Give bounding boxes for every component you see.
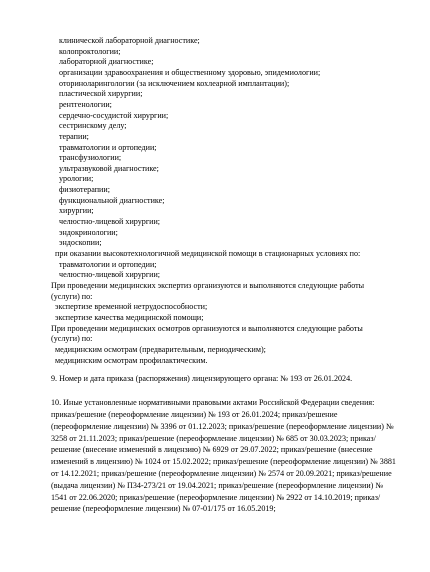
list-item: сердечно-сосудистой хирургии; [59, 110, 169, 120]
list-item: экспертизе временной нетрудоспособности; [55, 302, 208, 312]
list-item: оториноларингологии (за исключением кохлеарной имплантации); [59, 78, 290, 88]
list-item: экспертизе качества медицинской помощи; [55, 312, 204, 322]
list-item: трансфузиологии; [59, 153, 122, 163]
list-item: при оказании высокотехнологичной медицинской помощи в стационарных условиях по: [55, 249, 361, 258]
list-item: колопроктологии; [59, 46, 121, 56]
list-item: медицинским осмотрам (предварительным, периодическим); [55, 344, 266, 354]
list-item: рентгенологии; [59, 99, 112, 109]
list-item: При проведении медицинских экспертиз организуются и выполняются следующие работы [51, 280, 365, 290]
list-item: ультразвуковой диагностике; [59, 163, 159, 173]
list-item: организации здравоохранения и общественному здоровью, эпидемиологии; [59, 67, 321, 77]
list-item: физиотерапии; [59, 185, 110, 195]
list-item: эндоскопии; [59, 238, 102, 248]
list-item: хирургии; [59, 206, 94, 216]
list-item: (услуги) по: [51, 334, 93, 344]
list-item: травматологии и ортопедии; [59, 259, 157, 269]
list-item: функциональной диагностике; [59, 195, 165, 205]
list-item: клинической лабораторной диагностике; [59, 36, 200, 45]
list-item: урологии; [59, 174, 94, 184]
section-9-order-number: 9. Номер и дата приказа (распоряжения) лицензирующего органа: № 193 от 26.01.2024. [51, 374, 353, 383]
list-item: лабораторной диагностике; [59, 57, 154, 67]
list-item: челюстно-лицевой хирургии; [59, 270, 161, 280]
list-item: травматологии и ортопедии; [59, 142, 157, 152]
list-item: медицинским осмотрам профилактическим. [55, 355, 208, 365]
list-item: (услуги) по: [51, 291, 93, 301]
section-10-orders-text: приказ/решение (переоформление лицензии) № 193 от 26.01.2024; приказ/решение (переоформление лицензии) № 3396 от 01.12.2023; приказ/решение (переоформление лицензии) № 3258 от 21.11.2023; приказ/решение (переоформление лицензии) № 685 от 30.03.2023; приказ/решение (внесение изменений в лицензию) № 6929 от 29.07.2022; приказ/решение (внесение изменений в лицензию) № 1024 от 15.02.2022; приказ/решение (переоформление лицензии) № 3881 от 14.12.2021; приказ/решение (переоформление лицензии) № 2574 от 20.09.2021; приказ/решение (выдача лицензии) № П34-273/21 от 19.04.2021; приказ/решение (переоформление лицензии) № 1541 от 22.06.2020; приказ/решение (переоформление лицензии) № 2922 от 14.10.2019; приказ/решение (переоформление лицензии) № 07-01/175 от 16.05.2019; [51, 410, 396, 514]
list-item: терапии; [59, 131, 89, 141]
section-10-title: 10. Иные установленные нормативными правовыми актами Российской Федерации сведения: [51, 398, 375, 407]
list-item: челюстно-лицевой хирургии; [59, 217, 161, 227]
list-item: При проведении медицинских осмотров организуются и выполняются следующие работы [51, 323, 363, 333]
list-item: эндокринологии; [59, 227, 118, 237]
list-item: сестринскому делу; [59, 121, 127, 131]
list-item: пластической хирургии; [59, 89, 143, 99]
